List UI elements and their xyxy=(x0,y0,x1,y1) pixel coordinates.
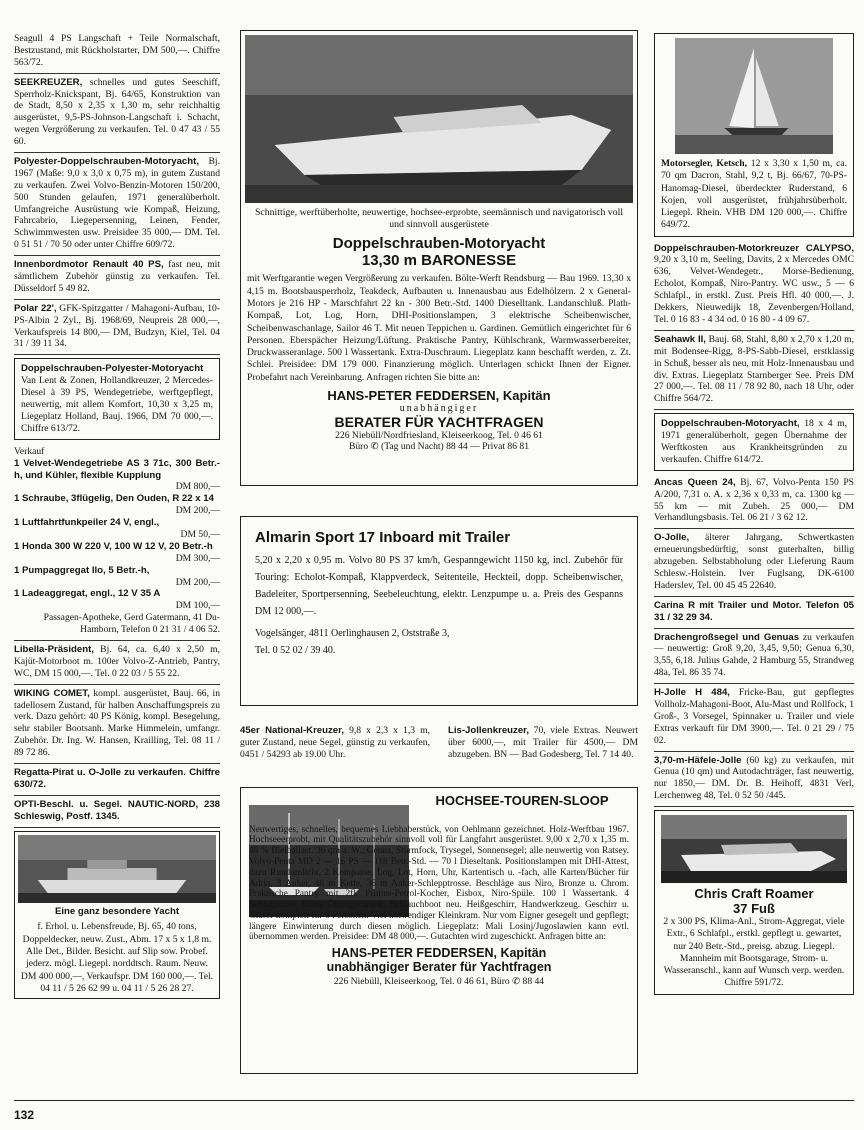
verkauf-item xyxy=(14,541,220,565)
verkauf-item xyxy=(14,565,220,589)
ad-drachen: Drachengroßsegel und Genuas zu verkaufen — neuwertig: Groß 9,20, 3,45, 9,50; Genua 6,30, 3,55, 6,18. Julius Gahde, 2 Hamburg 55, Strandweg 48a, Tel. 86 35 74. xyxy=(654,629,854,685)
baronesse-text: mit Werftgarantie wegen Vergrößerung zu verkaufen. Bölte-Werft Rendsburg — Bau 1969. 13,30 x 4,15 m. Bootsbausperrholz, Teakdeck, Aufbauten u. Innenausbau aus Edelhölzern. 2 x General-Motors je 216 HP - Marschfahrt 22 kn - 300 Betr.-Std. 1400 Dieselltank. Landanschluß. Plath-Kompaß, Lot, Log, Horn, DHI-Positionslampen, 3 elektrische Scheibenwischer, Scheibenwaschanlage, Sailor 46 T. Mit neuen Teppichen u. Gardinen. Gemütlich eingerichtet für 6 Personen. Eberspächer Heizung/Lüftung. Praktische Pantry, Kühlschrank, Warmwasserbereiter, Druckwasseranlage. 500 l Wassertank. Extra-Duschraum. Liegeplatz kann beschafft werden, z. Zt. Schlei. Preisidee: DM 179 000. Finanzierung möglich. Unterlagen schickt Ihnen der Eigner. Probefahrt nach Vereinbarung. Anfragen richten Sie bitte an: xyxy=(247,273,631,383)
almarin-title: Almarin Sport 17 Inboard mit Trailer xyxy=(255,529,511,546)
ad-lis-jollenkreuzer: Lis-Jollenkreuzer, 70, viele Extras. Neuwert über 6000,—, mit Trailer für 4500,— DM abzugeben. BN — Bad Godesberg, Tel. 7 14 40. xyxy=(448,725,638,760)
middle-column xyxy=(240,30,638,1074)
footer-rule xyxy=(14,1100,854,1101)
baronesse-photo xyxy=(245,35,633,203)
verkauf-item-desc: 1 Schraube, 3flügelig, Den Ouden, R 22 x 14 xyxy=(14,493,214,505)
verkauf-item-desc: 1 Luftfahrtfunkpeiler 24 V, engl., xyxy=(14,517,160,529)
ad-calypso: Doppelschrauben-Motorkreuzer CALYPSO, 9,20 x 3,10 m, Seeling, Davits, 2 x Mercedes OMC 636, Velvet-Wendegetr., Morse-Bedienung, Echolot, Kompaß, Niro-Pantry. WC usw., 5 — 6 Schlafpl., in erstkl. Zust. Preis Hfl. 40 000,—. J. Dekkers, Nieuwedijk 18, Zevenbergen/Holland, Tel. 0 16 83 - 4 34 od. 0 16 80 - 4 09 67. xyxy=(654,240,854,331)
ad-seahawk: Seahawk II, Bauj. 68, Stahl, 8,80 x 2,70 x 1,20 m, mit Bodensee-Rigg, 8-PS-Sabb-Diesel, erstklassig in Schuß, besser als neu, mit Holz-Innenausbau und div. Extras. Liegeplatz Starnberger See. Preis DM 27 000,—. Tel. 08 11 / 78 92 80, nach 18 Uhr, oder Chiffre 564/72. xyxy=(654,331,854,410)
almarin-text: 5,20 x 2,20 x 0,95 m. Volvo 80 PS 37 km/h, Gespanngewicht 1150 kg, incl. Zubehör für Touring: Echolot-Kompaß, Klappverdeck, Seitenteile, Heckteil, dopp. Scheibenwischer, Badeleiter, Sportpersenning, Seebeleuchtung, elektr. Lenzpumpe u. a. Preis des Gespanns DM 12 000,—. xyxy=(255,555,623,617)
ad-ketsch xyxy=(654,33,854,237)
ad-almarin xyxy=(240,516,638,706)
small-ads-row xyxy=(240,722,638,765)
ketsch-text: Motorsegler, Ketsch, 12 x 3,30 x 1,50 m, ca. 70 qm Dacron, Stahl, 9,2 t, Bj. 66/67, 70-PS-Hanomag-Diesel, überdeckter Ruderstand, 6 Kojen, voll ausgerüstet, frühjahrsüberholt. Liegepl. Rhein. VHB DM 120 000,—. Chiffre 649/72. xyxy=(661,158,847,231)
chris-title: Chris Craft Roamer xyxy=(694,886,814,902)
sloop-berater: unabhängiger Berater für Yachtfragen xyxy=(326,960,552,975)
ketsch-photo-art xyxy=(675,38,833,154)
sloop-name: HANS-PETER FEDDERSEN, Kapitän xyxy=(331,946,547,961)
ad-verkauf xyxy=(14,443,220,641)
verkauf-item-price: DM 200,— xyxy=(175,576,220,588)
verkauf-item-price: DM 800,— xyxy=(175,481,220,493)
ad-ancas-queen: Ancas Queen 24, Bj. 67, Volvo-Penta 150 PS A/200, 7,31 o. A. x 2,36 x 0,33 m, ca. 1300 kg — 55 km — mit Zubeh. 25 000,— DM Verhandlungsbasis. Tel. 06 21 / 3 62 12. xyxy=(654,474,854,530)
ad-polyester-yacht: Polyester-Doppelschrauben-Motoryacht, Bj. 1967 (Maße: 9,0 x 3,0 x 0,75 m), in gutem Zustand zu verkaufen. Zwei Volvo-Benzin-Motoren 150/200, 500 Stunden gelaufen, 1971 generalüberholt. Umfangreiche Ausrüstung wie Kompaß, Heizung, Fahrcabrio, Liegepersenning, Leinen, Fender, Schwimmwesten usw. Preisidee 35 000,— DM. Tel. 0 51 51 / 70 50 oder unter Chiffre 609/72. xyxy=(14,153,220,256)
ad-polar: Polar 22', GFK-Spitzgatter / Mahagoni-Aufbau, 10-PS-Albin 2 Zyl., Bj. 1968/69, Neupreis 28 000,—, Verkaufspreis 14 800,— DM, Budzyn, Kiel, Tel. 04 31 / 39 11 34. xyxy=(14,300,220,356)
ad-regatta: Regatta-Pirat u. O-Jolle zu verkaufen. Chiffre 630/72. xyxy=(14,764,220,796)
ad-baronesse xyxy=(240,30,638,486)
yacht-photo-art xyxy=(18,835,216,903)
right-column xyxy=(654,30,854,998)
left-column xyxy=(14,30,220,1002)
verkauf-contact: Passagen-Apotheke, Gerd Gatermann, 41 Du-Hamborn, Telefon 0 21 31 / 4 06 52. xyxy=(43,612,220,636)
verkauf-item xyxy=(14,458,220,494)
baronesse-subtitle: 13,30 m BARONESSE xyxy=(361,252,517,270)
verkauf-item-price: DM 50,— xyxy=(180,528,220,540)
ad-van-lent: Doppelschrauben-Polyester-Motoryacht Van Lent & Zonen, Hollandkreuzer, 2 Mercedes-Diesel à 39 PS, Wendegetriebe, werftgepflegt, neuwertig, mit allem Komfort, 10,30 x 3,25 m, Liegeplatz Holland, Bauj. 1966, DM 70 000,—. Chiffre 613/72. xyxy=(14,358,220,439)
verkauf-title: Verkauf xyxy=(14,445,45,457)
chris-photo-art xyxy=(661,815,847,883)
ad-wiking: WIKING COMET, kompl. ausgerüstet, Bauj. 66, in tadellosem Zustand, für halben Anschaffungspreis zu verk. Dazu gehört: 40 PS König, kompl. Besegelung, sehr stabiler Bootsanh. Marke Himmelein, umfangr. Zubehör. Dr. Ing. W. Hansen, Krailling, Tel. 08 11 / 89 72 86. xyxy=(14,685,220,764)
verkauf-item xyxy=(14,517,220,541)
sloop-addr: 226 Niebüll, Kleiseerkoog, Tel. 0 46 61, Büro ✆ 88 44 xyxy=(333,976,545,988)
chris-subtitle: 37 Fuß xyxy=(733,901,775,917)
baronesse-title: Doppelschrauben-Motoryacht xyxy=(332,235,546,253)
verkauf-item-desc: 1 Honda 300 W 220 V, 100 W 12 V, 20 Betr.-h xyxy=(14,540,213,552)
ketsch-photo xyxy=(675,38,833,154)
verkauf-item xyxy=(14,493,220,517)
baronesse-photo-art xyxy=(245,35,633,203)
ad-carina: Carina R mit Trailer und Motor. Telefon 05 31 / 32 29 34. xyxy=(654,597,854,629)
almarin-contact2: Tel. 0 52 02 / 39 40. xyxy=(255,645,336,656)
baronesse-indep: unabhängiger xyxy=(399,402,479,414)
ad-h-jolle: H-Jolle H 484, Fricke-Bau, gut gepflegtes Vollholz-Mahagoni-Boot, Alu-Mast und Rollfock, 1 Groß-, 3 Vorsegel, Spinnaker u. Trailer und viele Extras verkauft für DM 3900,—. Tel. 0 21 29 / 75 02. xyxy=(654,684,854,751)
ad-sloop xyxy=(240,787,638,1074)
baronesse-addr: 226 Niebüll/Nordfriesland, Kleiseerkoog, Tel. 0 46 61 xyxy=(335,429,543,441)
verkauf-item-desc: 1 Ladeaggregat, engl., 12 V 35 A xyxy=(14,588,161,600)
verkauf-item-price: DM 200,— xyxy=(175,505,220,517)
ad-opti: OPTI-Beschl. u. Segel. NAUTIC-NORD, 238 Schleswig, Postf. 1345. xyxy=(14,796,220,828)
yacht-caption: Eine ganz besondere Yacht xyxy=(54,905,180,917)
page-number: 132 xyxy=(14,1108,35,1122)
baronesse-name: HANS-PETER FEDDERSEN, Kapitän xyxy=(327,387,551,403)
baronesse-caption: Schnittige, werftüberholte, neuwertige, hochsee-erprobte, seemännisch und navigatorisch voll und sinnvoll ausgerüstete xyxy=(254,207,624,231)
ad-innenbordmotor: Innenbordmotor Renault 40 PS, fast neu, mit sämtlichem Zubehör günstig zu verkaufen. Tel. Düsseldorf 5 49 82. xyxy=(14,256,220,300)
baronesse-berater: BERATER FÜR YACHTFRAGEN xyxy=(334,413,544,430)
ad-haefele-jolle: 3,70-m-Häfele-Jolle (60 kg) zu verkaufen, mit Genua (10 qm) und Autodachträger, fast neuwertig, nur 1850,— DM. Dr. B. Heihoff, 4831 Verl, Lerchenweg 48, Tel. 0 52 50 /445. xyxy=(654,752,854,808)
ad-doppelschrauben-18m: Doppelschrauben-Motoryacht, 18 x 4 m, 1971 generalüberholt, gegen Übernahme der Werftkosten aus Krankheitsgründen zu verkaufen. Chiffre 614/72. xyxy=(654,413,854,471)
ad-libella: Libella-Präsident, Bj. 64, ca. 6,40 x 2,50 m, Kajüt-Motorboot m. 100er Volvo-Z-Antrieb, Pantry, WC, DM 15 000,—. Tel. 0 22 03 / 5 55 22. xyxy=(14,641,220,685)
almarin-contact1: Vogelsänger, 4811 Oerlinghausen 2, Oststraße 3, xyxy=(255,628,450,639)
ad-seekreuzer: SEEKREUZER, schnelles und gutes Seeschiff, Sperrholz-Knickspant, Bj. 64/65, Konstruktion van de Stadt, 8,50 x 2,35 x 1,30 m, sehr reichhaltig ausgerüstet, 9,5-PS-Johnson-Langschaft i. Schacht, wegen Vergrößerung zu verkaufen. Tel. 0 47 43 / 55 60. xyxy=(14,74,220,153)
verkauf-item-desc: 1 Velvet-Wendegetriebe AS 3 71c, 300 Betr.-h, und Kühler, flexible Kupplung xyxy=(14,457,220,481)
verkauf-item-price: DM 300,— xyxy=(175,552,220,564)
ad-national-kreuzer: 45er National-Kreuzer, 9,8 x 2,3 x 1,3 m, guter Zustand, neue Segel, günstig zu verkaufen, 0451 / 54293 ab 19.00 Uhr. xyxy=(240,725,430,760)
ad-chris-craft xyxy=(654,810,854,995)
yacht-photo xyxy=(18,835,216,903)
ad-besondere-yacht xyxy=(14,831,220,999)
verkauf-list xyxy=(14,458,220,613)
baronesse-buero: Büro ✆ (Tag und Nacht) 88 44 — Privat 86 81 xyxy=(348,440,530,452)
verkauf-item-price: DM 100,— xyxy=(175,600,220,612)
chris-photo xyxy=(661,815,847,883)
ad-o-jolle: O-Jolle, älterer Jahrgang, Schwertkasten erneuerungsbedürftig, sonst guterhalten, billig abzugeben. Selbstabholung oder Lieferung Raum Schlesw.-Holstein. Iver Fuglsang, DK-6100 Haderslev, Tel. 00 45 45 22640. xyxy=(654,529,854,596)
ad-seagull: Seagull 4 PS Langschaft + Teile Normalschaft, Bestzustand, mit Rückholstarter, DM 500,—. Chiffre 563/72. xyxy=(14,30,220,74)
chris-text: 2 x 300 PS, Klima-Anl., Strom-Aggregat, viele Extr., 6 Schlafpl., erstkl. gepflegt u. gewartet, nur 240 Betr.-Std., preisg. abzug. Liegepl. Mannheim mit Bootsgarage, Strom- u. Wasseranschl., kann auf Wunsch verp. werden. Chiffre 591/72. xyxy=(663,916,845,989)
sloop-text: Neuwertiges, schnelles, bequemes Liebhaberstück, von Oehlmann gezeichnet. Holz-Werftbau 1967. Hochseeerprobt, mit Qualitätszubehör sinnvoll voll für Langfahrt ausgerüstet. 9,00 x 2,70 x 1,35 m. 48 % Bleiballast. 36 qm a. W., Genua, Sturmfock, Trysegel, Sonnensegel; alle neuwertig von Ratsey. Volvo-Penta MD 2 — 16 PS — 118 Betr.-Std. — 70 l Dieseltank. Positionslampen mit DHI-Attest, dazu Rundumlicht, 2 Kompasse, Log, Lot, Horn, Uhr, Kartentisch u. -fach, alle Karten/Bücher für Adria. 3 Anker, 48 m Kette, 36 m Anker-Schlepptrosse. Beschläge aus Niro, Bronze u. Chrom. Praktische Pantry mit 2fl. Primus-Petrol-Kocher, Eisbox, Niro-Spüle. 100 l Wassertank. 4 Schlafplätze. Extra Ölzeugschrank, Schlauchboot neu. Heißgeschirr, Handwerkzeug. Geschirr u. Gläser komplett für 6 Personen. Viel notwendiger Kleinkram. Nur vom Eigner gesegelt und gepflegt; längere Einwinterung durch diesen möglich. Liegeplatz: Mali Losinj/Jugoslawien kann evtl. übernommen werden. Preisidee: DM 48 000,—. Gutachten wird zugeschickt. Anfragen bitte an: xyxy=(249,824,629,943)
verkauf-item-desc: 1 Pumpaggregat Ilo, 5 Betr.-h, xyxy=(14,564,150,576)
yacht-text: f. Erhol. u. Lebensfreude, Bj. 65, 40 tons, Doppeldecker, neuw. Zust., Abm. 17 x 5 x 1,8 m. Alle Det., Bilder. Besicht. auf Slip sow. Probef. jederz. mögl. Liegepl. norddtsch. Raum. Neuw. DM 400 000,—, Verkaufspr. DM 160 000,—. Tel. 04 11 / 5 26 62 99 u. 04 11 / 5 26 28 27. xyxy=(20,921,214,994)
verkauf-item xyxy=(14,588,220,612)
sloop-title: HOCHSEE-TOUREN-SLOOP xyxy=(435,792,609,808)
